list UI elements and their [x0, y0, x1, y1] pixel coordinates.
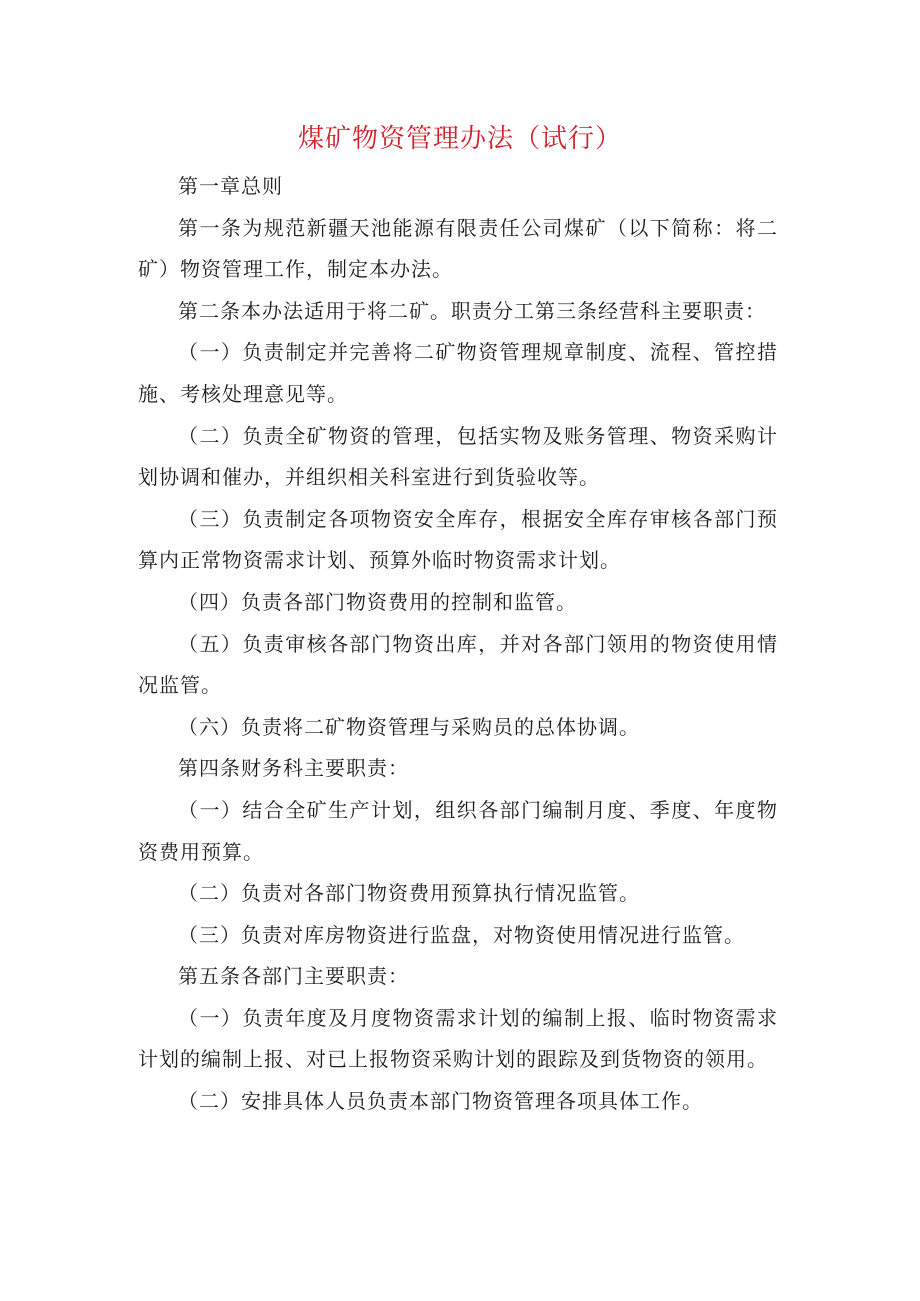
clause-paragraph: （二）安排具体人员负责本部门物资管理各项具体工作。: [178, 1089, 703, 1114]
clause-paragraph: （一）负责制定并完善将二矿物资管理规章制度、流程、管控措施、考核处理意见等。: [138, 340, 778, 406]
document-body: [138, 166, 778, 1123]
article-paragraph: 第四条财务科主要职责：: [178, 756, 409, 781]
article-paragraph: 第二条本办法适用于将二矿。职责分工第三条经营科主要职责：: [178, 298, 766, 323]
article-paragraph: 第五条各部门主要职责：: [178, 964, 409, 989]
clause-paragraph: （三）负责制定各项物资安全库存，根据安全库存审核各部门预算内正常物资需求计划、预算外临时物资需求计划。: [138, 506, 778, 573]
article-paragraph: 第一条为规范新疆天池能源有限责任公司煤矿（以下简称：将二矿）物资管理工作，制定本办法。: [138, 215, 778, 282]
clause-paragraph: （一）结合全矿生产计划，组织各部门编制月度、季度、年度物资费用预算。: [138, 797, 778, 864]
clause-paragraph: （二）负责对各部门物资费用预算执行情况监管。: [178, 881, 640, 906]
chapter-heading: 第一章总则: [178, 174, 283, 198]
clause-paragraph: （六）负责将二矿物资管理与采购员的总体协调。: [178, 714, 640, 739]
clause-paragraph: （一）负责年度及月度物资需求计划的编制上报、临时物资需求计划的编制上报、对已上报物资采购计划的跟踪及到货物资的领用。: [138, 1005, 778, 1072]
clause-paragraph: （二）负责全矿物资的管理，包括实物及账务管理、物资采购计划协调和催办，并组织相关科室进行到货验收等。: [138, 423, 778, 490]
document-title: 煤矿物资管理办法（试行）: [297, 124, 622, 154]
clause-paragraph: （三）负责对库房物资进行监盘，对物资使用情况进行监管。: [178, 922, 745, 947]
clause-paragraph: （五）负责审核各部门物资出库，并对各部门领用的物资使用情况监管。: [138, 631, 778, 698]
clause-paragraph: （四）负责各部门物资费用的控制和监管。: [178, 589, 577, 614]
